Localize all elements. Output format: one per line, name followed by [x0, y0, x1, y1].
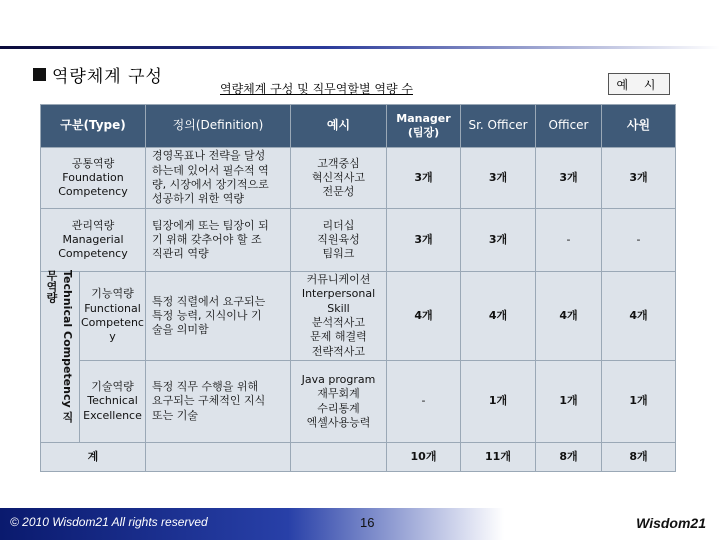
total-label: 계: [41, 443, 145, 471]
square-bullet-icon: [33, 68, 46, 81]
footer-copyright: © 2010 Wisdom21 All rights reserved: [10, 515, 208, 529]
row-foundation-manager: 3개: [387, 148, 460, 208]
row-technical-staff: 1개: [602, 361, 675, 442]
row-functional-manager: 4개: [387, 272, 460, 360]
row-managerial-definition: 팀장에게 또는 팀장이 되 기 위해 갖추어야 할 조 직관리 역량: [146, 209, 290, 271]
row-managerial-sr-officer: 3개: [461, 209, 535, 271]
row-technical-example: Java program 재무회계 수리통계 엑셀사용능력: [291, 361, 386, 442]
header-category: 구분(Type): [41, 105, 145, 147]
total-definition-empty: [146, 443, 290, 471]
total-staff: 8개: [602, 443, 675, 471]
row-functional-type: 기능역량 Functional Competenc y: [80, 272, 145, 360]
row-technical-manager: -: [387, 361, 460, 442]
technical-group-label: Technical Competency 직무역량: [45, 270, 74, 423]
row-managerial-manager: 3개: [387, 209, 460, 271]
row-functional-sr-officer: 4개: [461, 272, 535, 360]
row-managerial-type: 관리역량 Managerial Competency: [41, 209, 145, 271]
row-functional-staff: 4개: [602, 272, 675, 360]
total-example-empty: [291, 443, 386, 471]
row-managerial-staff: -: [602, 209, 675, 271]
row-technical-definition: 특정 직무 수행을 위해 요구되는 구체적인 지식 또는 기술: [146, 361, 290, 442]
row-foundation-example: 고객중심 혁신적사고 전문성: [291, 148, 386, 208]
row-foundation-officer: 3개: [536, 148, 601, 208]
page-number: 16: [360, 515, 375, 530]
row-managerial-officer: -: [536, 209, 601, 271]
total-officer: 8개: [536, 443, 601, 471]
table-subtitle: 역량체계 구성 및 직무역할별 역량 수: [220, 82, 413, 96]
header-example: 예시: [291, 105, 386, 147]
brand-logo-text: Wisdom21: [636, 515, 706, 531]
top-rule: [0, 46, 720, 49]
row-technical-sr-officer: 1개: [461, 361, 535, 442]
header-sr-officer: Sr. Officer: [461, 105, 535, 147]
row-foundation-type: 공통역량 Foundation Competency: [41, 148, 145, 208]
slide-title-area: [33, 62, 163, 87]
total-sr-officer: 11개: [461, 443, 535, 471]
header-definition: 정의(Definition): [146, 105, 290, 147]
row-technical-type: 기술역량 Technical Excellence: [80, 361, 145, 442]
row-functional-officer: 4개: [536, 272, 601, 360]
row-foundation-sr-officer: 3개: [461, 148, 535, 208]
row-functional-definition: 특정 직렬에서 요구되는 특정 능력, 지식이나 기 술을 의미함: [146, 272, 290, 360]
total-manager: 10개: [387, 443, 460, 471]
row-technical-officer: 1개: [536, 361, 601, 442]
header-manager: Manager (팀장): [387, 105, 460, 147]
example-badge: 예 시: [608, 73, 670, 95]
header-officer: Officer: [536, 105, 601, 147]
row-functional-example: 커뮤니케이션 Interpersonal Skill 분석적사고 문제 해결력 전략적사고: [291, 272, 386, 360]
row-foundation-staff: 3개: [602, 148, 675, 208]
slide-title: 역량체계 구성: [52, 67, 163, 87]
row-managerial-example: 리더십 직원육성 팀워크: [291, 209, 386, 271]
row-foundation-definition: 경영목표나 전략을 달성 하는데 있어서 필수적 역 량, 시장에서 장기적으로 성공하기 위한 역량: [146, 148, 290, 208]
header-staff: 사원: [602, 105, 675, 147]
